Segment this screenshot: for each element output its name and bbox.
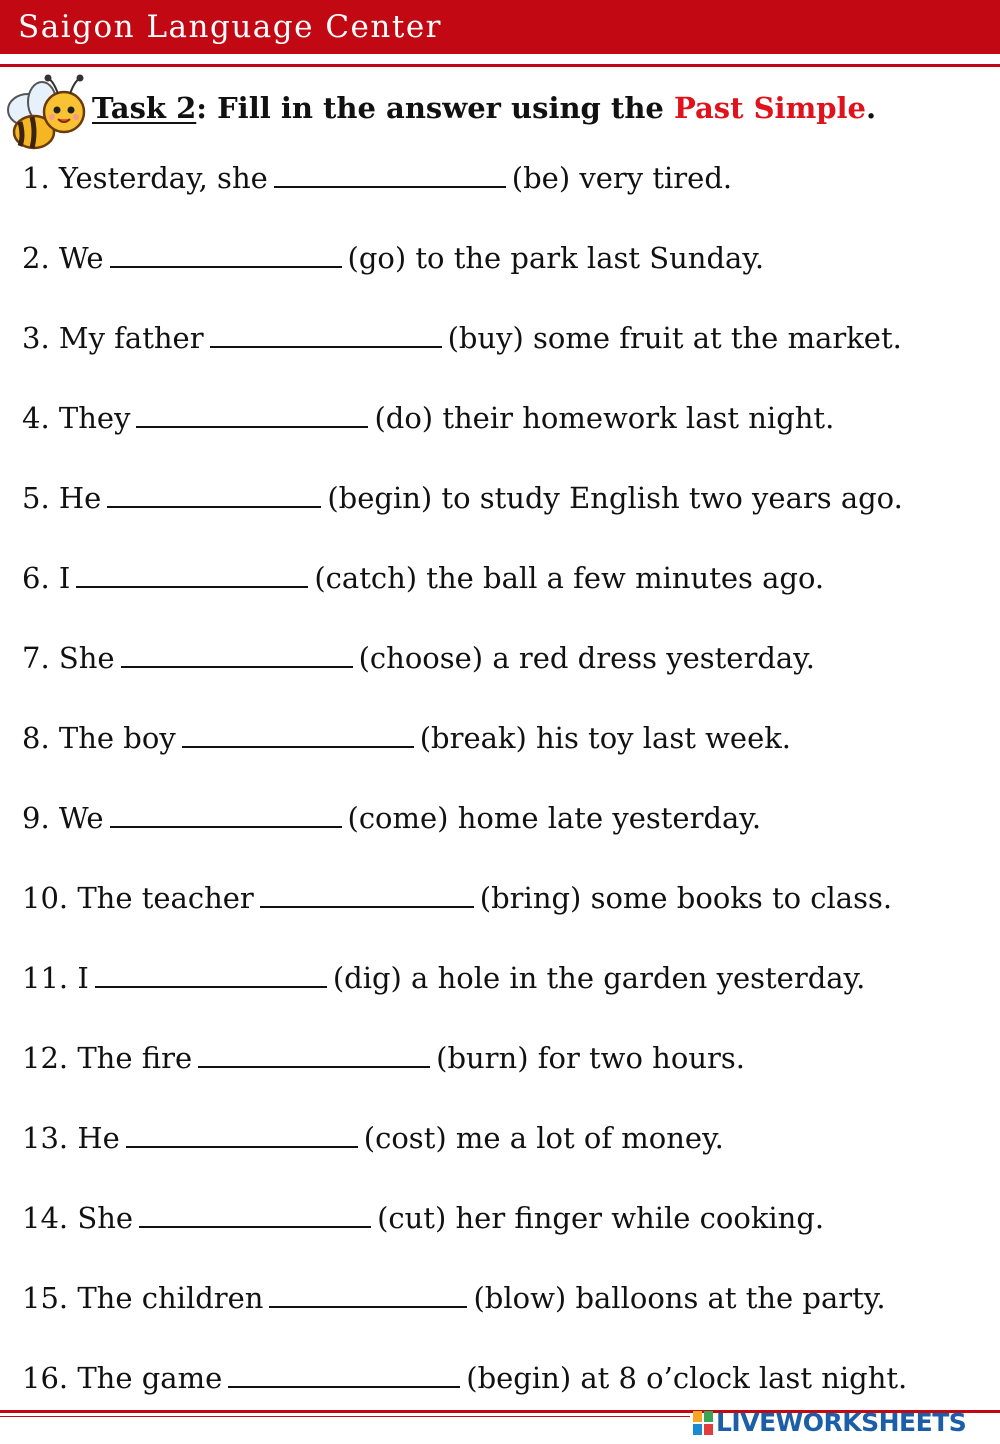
item-subject: We [58, 801, 104, 835]
exercise-item [22, 1038, 997, 1118]
item-subject: They [58, 401, 131, 435]
exercise-item [22, 478, 997, 558]
item-number: 16. [22, 1361, 69, 1395]
exercise-item [22, 718, 997, 798]
exercise-item [22, 158, 997, 238]
exercise-item [22, 958, 997, 1038]
answer-blank[interactable] [110, 242, 342, 268]
tense-highlight: Past Simple [673, 91, 866, 125]
item-hint: (dig) a hole in the garden yesterday. [332, 961, 866, 995]
item-subject: My father [58, 321, 204, 355]
item-number: 14. [22, 1201, 69, 1235]
exercise-item [22, 798, 997, 878]
item-subject: He [58, 481, 102, 515]
exercise-item [22, 238, 997, 318]
item-subject: Yesterday, she [58, 161, 268, 195]
task-heading [92, 91, 877, 125]
exercise-item [22, 318, 997, 398]
exercise-item [22, 878, 997, 958]
task-label: Task 2 [92, 91, 197, 125]
item-subject: I [77, 961, 89, 995]
header-title: Saigon Language Center [18, 9, 442, 45]
item-hint: (cut) her finger while cooking. [377, 1201, 825, 1235]
item-hint: (bring) some books to class. [479, 881, 893, 915]
footer-rule-thin [0, 1416, 690, 1417]
task-instruction: : Fill in the answer using the [196, 91, 674, 125]
answer-blank[interactable] [95, 962, 327, 988]
answer-blank[interactable] [228, 1362, 460, 1388]
answer-blank[interactable] [76, 562, 308, 588]
answer-blank[interactable] [182, 722, 414, 748]
item-number: 13. [22, 1121, 69, 1155]
answer-blank[interactable] [139, 1202, 371, 1228]
answer-blank[interactable] [198, 1042, 430, 1068]
item-subject: The children [77, 1281, 264, 1315]
header-rule [0, 64, 1000, 67]
exercise-item [22, 1118, 997, 1198]
exercise-item [22, 398, 997, 478]
answer-blank[interactable] [121, 642, 353, 668]
task-end: . [866, 91, 877, 125]
item-number: 12. [22, 1041, 69, 1075]
item-subject: The teacher [77, 881, 254, 915]
exercise-item [22, 558, 997, 638]
exercise-item [22, 1198, 997, 1278]
bee-icon [2, 72, 90, 156]
item-number: 7. [22, 641, 50, 675]
item-number: 15. [22, 1281, 69, 1315]
item-subject: The boy [58, 721, 176, 755]
item-hint: (do) their homework last night. [374, 401, 835, 435]
exercise-list [22, 158, 997, 1438]
item-subject: I [58, 561, 71, 595]
item-hint: (break) his toy last week. [419, 721, 792, 755]
answer-blank[interactable] [126, 1122, 358, 1148]
item-number: 6. [22, 561, 50, 595]
item-hint: (go) to the park last Sunday. [347, 241, 765, 275]
item-subject: The game [77, 1361, 223, 1395]
exercise-item [22, 638, 997, 718]
answer-blank[interactable] [136, 402, 368, 428]
item-subject: The fire [77, 1041, 193, 1075]
item-hint: (begin) to study English two years ago. [327, 481, 903, 515]
item-number: 11. [22, 961, 69, 995]
answer-blank[interactable] [107, 482, 321, 508]
item-number: 3. [22, 321, 50, 355]
header-bar [0, 0, 1000, 54]
item-number: 1. [22, 161, 50, 195]
item-hint: (burn) for two hours. [436, 1041, 745, 1075]
answer-blank[interactable] [274, 162, 506, 188]
liveworksheets-logo-icon [692, 1408, 714, 1438]
item-subject: She [77, 1201, 134, 1235]
item-number: 8. [22, 721, 50, 755]
item-number: 5. [22, 481, 50, 515]
item-hint: (blow) balloons at the party. [473, 1281, 886, 1315]
exercise-item [22, 1278, 997, 1358]
answer-blank[interactable] [210, 322, 442, 348]
item-hint: (come) home late yesterday. [347, 801, 762, 835]
item-hint: (choose) a red dress yesterday. [358, 641, 815, 675]
item-hint: (buy) some fruit at the market. [447, 321, 902, 355]
item-number: 9. [22, 801, 50, 835]
answer-blank[interactable] [110, 802, 342, 828]
item-subject: She [58, 641, 115, 675]
item-subject: We [58, 241, 104, 275]
item-number: 2. [22, 241, 50, 275]
item-hint: (catch) the ball a few minutes ago. [314, 561, 825, 595]
answer-blank[interactable] [260, 882, 474, 908]
item-number: 10. [22, 881, 69, 915]
answer-blank[interactable] [269, 1282, 467, 1308]
item-hint: (begin) at 8 o’clock last night. [466, 1361, 908, 1395]
item-hint: (cost) me a lot of money. [363, 1121, 724, 1155]
item-hint: (be) very tired. [511, 161, 733, 195]
item-number: 4. [22, 401, 50, 435]
item-subject: He [77, 1121, 120, 1155]
liveworksheets-brand[interactable]: LIVEWORKSHEETS [716, 1408, 967, 1437]
